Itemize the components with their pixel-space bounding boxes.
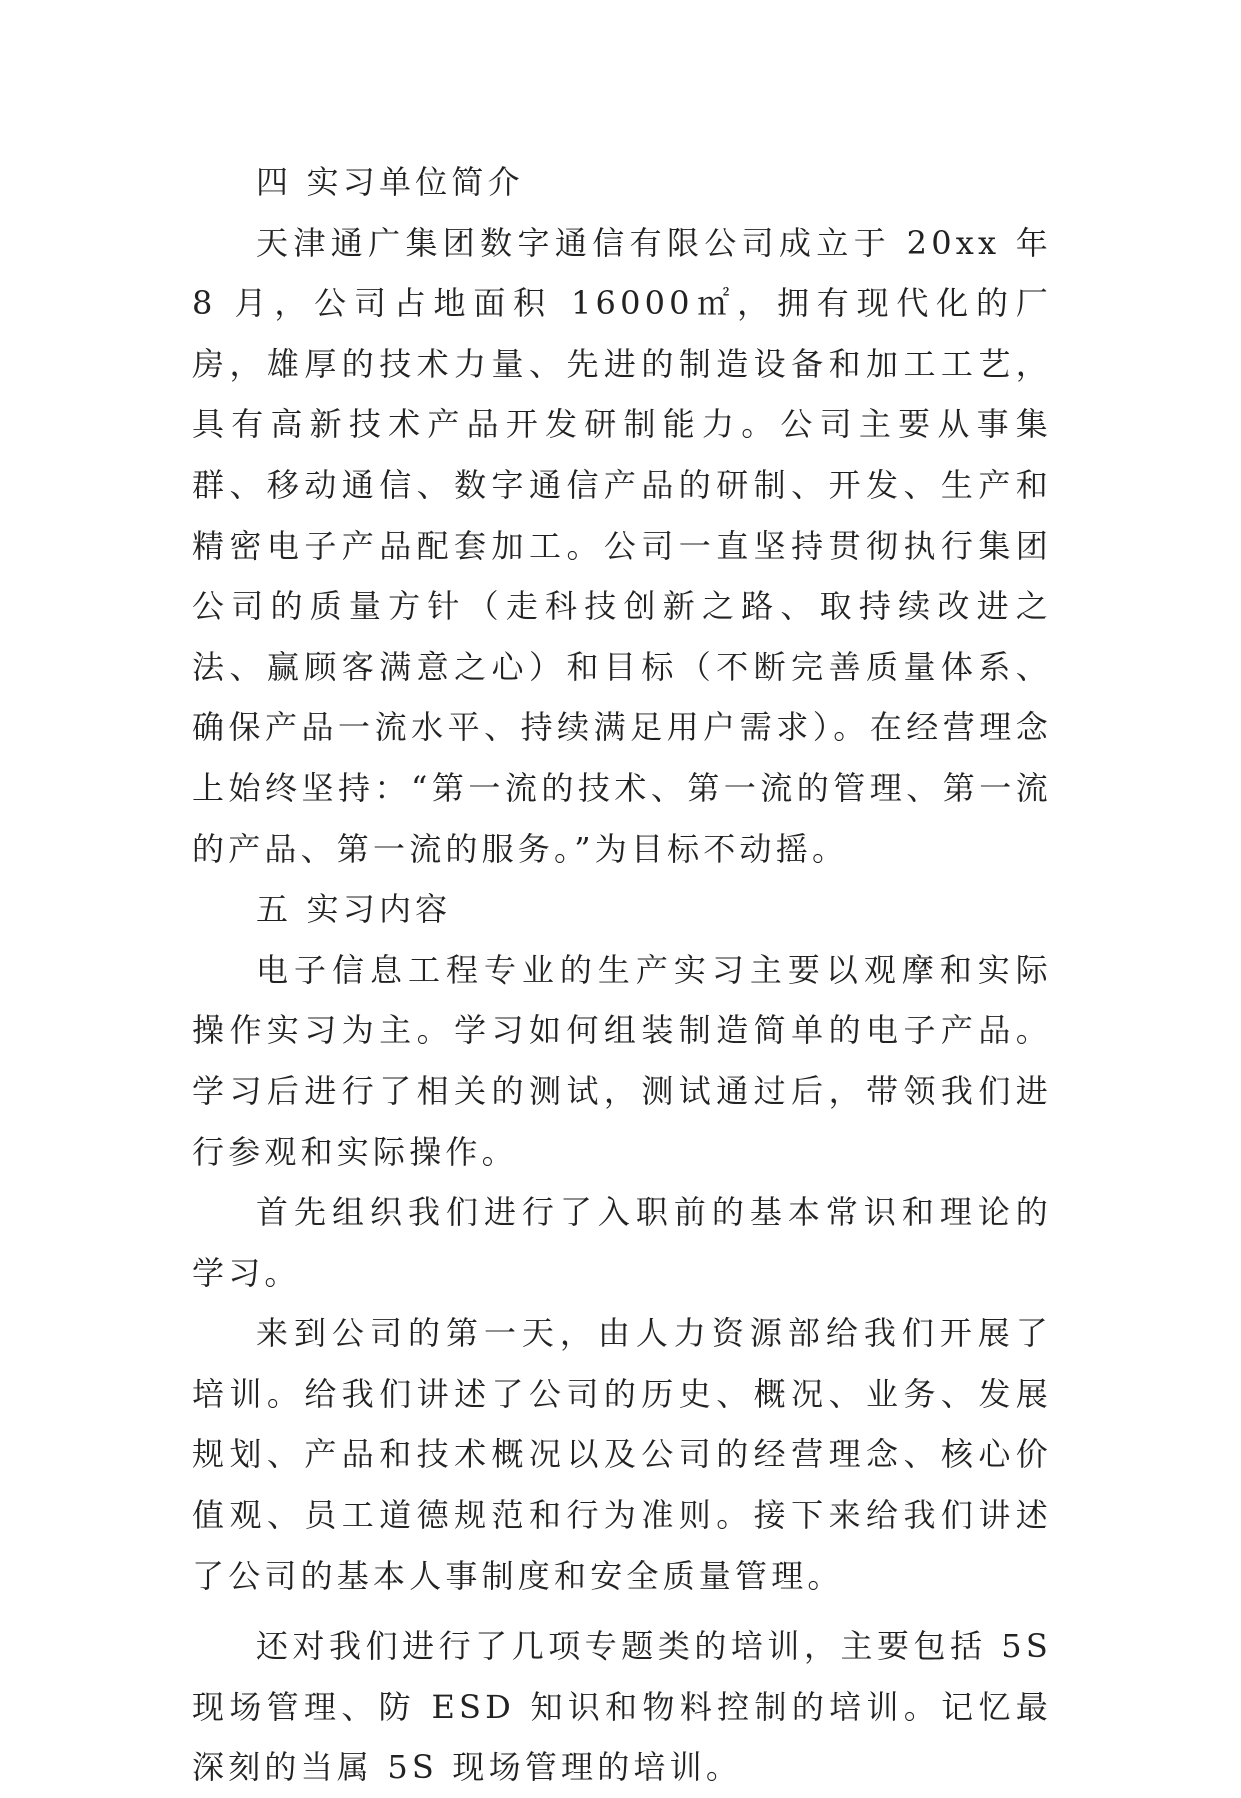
section-heading: 五 实习内容 <box>256 890 452 929</box>
paragraph: 电子信息工程专业的生产实习主要以观摩和实际操作实习为主。学习如何组装制造简单的电子产品。学习后进行了相关的测试，测试通过后，带领我们进行参观和实际操作。 <box>192 950 1052 1171</box>
section-heading: 四 实习单位简介 <box>256 163 524 201</box>
paragraph: 还对我们进行了几项专题类的培训，主要包括 5S 现场管理、防 ESD 知识和物料控制的培训。记忆最深刻的当属 5S 现场管理的培训。 <box>192 1627 1052 1787</box>
paragraph: 来到公司的第一天，由人力资源部给我们开展了培训。给我们讲述了公司的历史、概况、业务、发展规划、产品和技术概况以及公司的经营理念、核心价值观、员工道德规范和行为准则。接下来给我们讲述了公司的基本人事制度和安全质量管理。 <box>192 1314 1052 1595</box>
paragraph: 首先组织我们进行了入职前的基本常识和理论的学习。 <box>192 1193 1052 1292</box>
document-body <box>192 152 1052 1798</box>
paragraph: 天津通广集团数字通信有限公司成立于 20xx 年 8 月，公司占地面积 16000㎡，拥有现代化的厂房，雄厚的技术力量、先进的制造设备和加工工艺，具有高新技术产品开发研制能力。公司主要从事集群、移动通信、数字通信产品的研制、开发、生产和精密电子产品配套加工。公司一直坚持贯彻执行集团公司的质量方针（走科技创新之路、取持续改进之法、赢顾客满意之心）和目标（不断完善质量体系、确保产品一流水平、持续满足用户需求）。在经营理念上始终坚持：“第一流的技术、第一流的管理、第一流的产品、第一流的服务。”为目标不动摇。 <box>192 223 1052 868</box>
